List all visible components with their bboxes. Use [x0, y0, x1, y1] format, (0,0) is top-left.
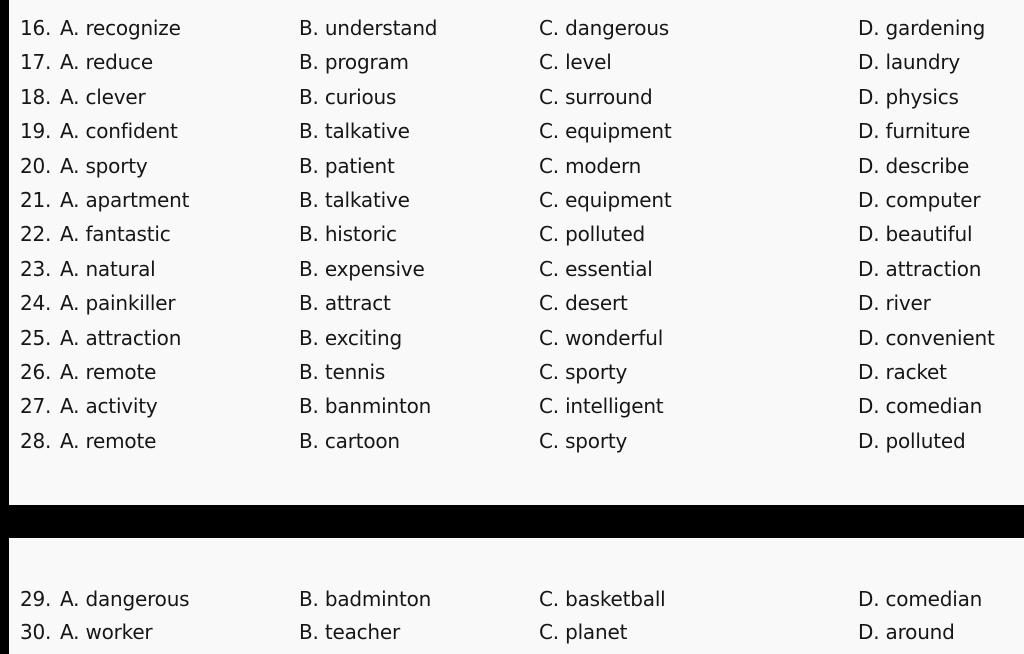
question-row	[9, 357, 1024, 387]
option-b: B. program	[299, 50, 409, 75]
option-b: B. talkative	[299, 119, 410, 144]
question-number: 29.	[20, 587, 52, 611]
question-row	[9, 47, 1024, 77]
question-row	[9, 584, 1024, 614]
option-a-text: A. remote	[60, 428, 157, 453]
question-number: 16.	[20, 16, 52, 40]
option-a	[20, 391, 158, 421]
option-c: C. essential	[539, 256, 653, 281]
option-c: C. sporty	[539, 360, 628, 384]
question-number: 24.	[20, 291, 52, 316]
option-b: B. teacher	[299, 620, 401, 644]
option-d: D. around	[858, 620, 955, 644]
option-c: C. basketball	[539, 587, 666, 611]
option-c: C. sporty	[539, 428, 628, 453]
question-number: 30.	[20, 620, 52, 644]
option-c: C. polluted	[539, 222, 646, 247]
option-a	[20, 617, 152, 647]
option-a-text: A. activity	[60, 394, 158, 419]
question-number: 22.	[20, 222, 52, 247]
option-c: C. level	[539, 50, 612, 75]
option-d: D. convenient	[858, 325, 995, 350]
option-c: C. wonderful	[539, 325, 664, 350]
option-a-text: A. dangerous	[60, 587, 190, 611]
option-b: B. cartoon	[299, 428, 400, 453]
option-c: C. desert	[539, 291, 628, 316]
option-a-text: A. sporty	[60, 153, 148, 178]
option-a	[20, 82, 145, 112]
option-d: D. comedian	[858, 394, 983, 419]
question-row	[9, 151, 1024, 181]
option-a	[20, 185, 189, 215]
option-b: B. patient	[299, 153, 395, 178]
option-a	[20, 13, 181, 43]
option-a-text: A. attraction	[60, 325, 182, 350]
option-c: C. surround	[539, 84, 653, 109]
question-number: 27.	[20, 394, 52, 419]
question-row	[9, 617, 1024, 647]
option-b: B. historic	[299, 222, 397, 247]
option-d: D. river	[858, 291, 931, 316]
option-c: C. intelligent	[539, 394, 664, 419]
question-row	[9, 13, 1024, 43]
option-a	[20, 116, 178, 146]
option-a	[20, 219, 171, 249]
option-a	[20, 584, 189, 614]
option-d: D. beautiful	[858, 222, 973, 247]
option-d: D. racket	[858, 360, 947, 384]
option-b: B. exciting	[299, 325, 402, 350]
option-a	[20, 323, 181, 353]
question-number: 19.	[20, 119, 52, 144]
question-row	[9, 185, 1024, 215]
option-c: C. equipment	[539, 119, 672, 144]
option-c: C. dangerous	[539, 16, 670, 40]
option-b: B. tennis	[299, 360, 386, 384]
question-row	[9, 82, 1024, 112]
option-b: B. badminton	[299, 587, 432, 611]
option-a-text: A. recognize	[60, 16, 181, 40]
question-row	[9, 219, 1024, 249]
option-d: D. attraction	[858, 256, 982, 281]
option-a-text: A. painkiller	[60, 291, 176, 316]
question-number: 21.	[20, 188, 52, 212]
option-d: D. laundry	[858, 50, 961, 75]
question-row	[9, 288, 1024, 318]
question-row	[9, 116, 1024, 146]
option-a-text: A. fantastic	[60, 222, 171, 247]
option-a-text: A. confident	[60, 119, 178, 144]
option-a-text: A. clever	[60, 84, 146, 109]
option-a-text: A. natural	[60, 256, 156, 281]
question-row	[9, 426, 1024, 456]
option-b: B. curious	[299, 84, 397, 109]
option-c: C. planet	[539, 620, 628, 644]
option-a	[20, 288, 175, 318]
option-c: C. modern	[539, 153, 642, 178]
option-b: B. talkative	[299, 188, 410, 212]
question-number: 23.	[20, 256, 52, 281]
option-d: D. gardening	[858, 16, 986, 40]
question-row	[9, 254, 1024, 284]
option-d: D. describe	[858, 153, 970, 178]
option-b: B. understand	[299, 16, 438, 40]
option-b: B. banminton	[299, 394, 432, 419]
option-a	[20, 426, 156, 456]
option-d: D. comedian	[858, 587, 983, 611]
option-a	[20, 357, 156, 387]
option-a	[20, 254, 156, 284]
question-row	[9, 391, 1024, 421]
question-number: 28.	[20, 428, 52, 453]
question-row	[9, 323, 1024, 353]
option-a	[20, 47, 153, 77]
worksheet-page-bottom	[9, 538, 1024, 654]
question-number: 17.	[20, 50, 52, 75]
option-b: B. expensive	[299, 256, 425, 281]
question-number: 25.	[20, 325, 52, 350]
option-d: D. computer	[858, 188, 981, 212]
question-number: 18.	[20, 84, 52, 109]
question-number: 20.	[20, 153, 52, 178]
option-d: D. polluted	[858, 428, 966, 453]
option-a-text: A. reduce	[60, 50, 154, 75]
question-number: 26.	[20, 360, 52, 384]
option-a-text: A. apartment	[60, 188, 190, 212]
option-a-text: A. remote	[60, 360, 157, 384]
worksheet-page-top	[9, 0, 1024, 505]
option-d: D. physics	[858, 84, 959, 109]
option-a	[20, 151, 148, 181]
option-b: B. attract	[299, 291, 391, 316]
option-d: D. furniture	[858, 119, 971, 144]
option-c: C. equipment	[539, 188, 672, 212]
option-a-text: A. worker	[60, 620, 153, 644]
